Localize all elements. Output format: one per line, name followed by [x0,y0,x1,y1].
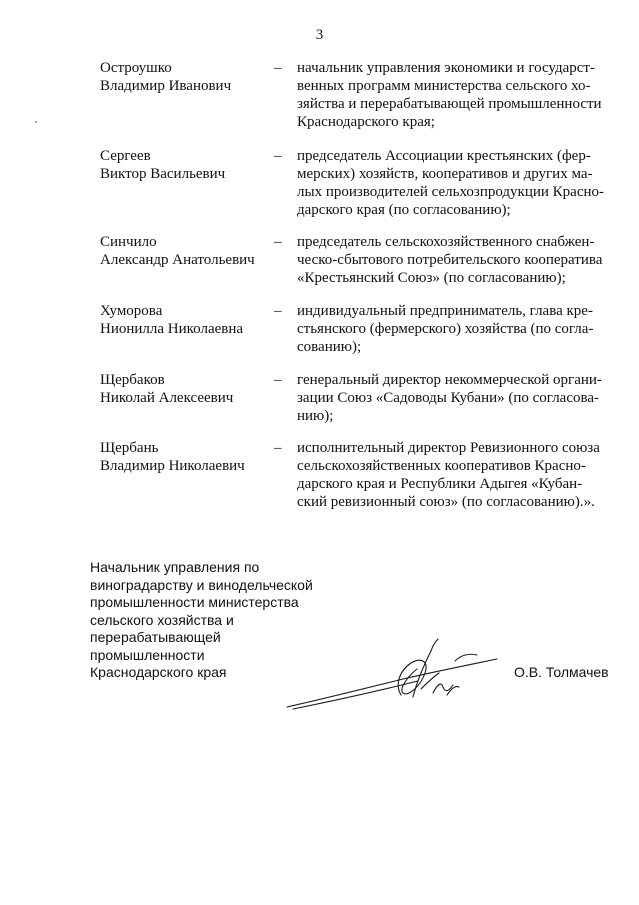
signatory-title-line: Краснодарского края [90,664,227,680]
member-position [297,233,606,287]
position-line: лых производителей сельхозпродукции Красно- [297,184,605,200]
member-position [297,147,606,219]
position-line: начальник управления экономики и государст- [297,60,595,76]
member-surname: Щербаков [100,372,165,388]
position-line: сельскохозяйственных кооперативов Красно- [297,458,586,474]
signature-stroke [447,686,459,695]
member-surname: Щербань [100,440,159,456]
signatory-title-line: промышленности [90,646,205,663]
signatory-title-line: промышленности министерства [90,594,299,610]
signatory-title-line: виноградарству и винодельческой [90,576,313,593]
signatory-title-line: Начальник управления по [90,559,260,575]
position-line: дарского края (по согласованию); [297,202,511,218]
member-name [100,302,275,338]
page-number: 3 [315,27,324,43]
member-surname: Синчило [100,234,157,250]
entry-dash: – [274,303,282,319]
entry-dash: – [274,60,282,76]
member-position [297,302,606,356]
position-line: Краснодарского края; [297,114,435,130]
signature-stroke [455,654,477,661]
member-name [100,371,275,407]
position-line: председатель сельскохозяйственного снабжен- [297,234,595,250]
position-line: нию); [297,408,334,424]
member-given-names: Александр Анатольевич [100,252,255,268]
scan-speck [35,121,37,123]
member-given-names: Владимир Иванович [100,78,232,94]
entry-dash: – [274,234,282,250]
position-line: зяйства и перерабатывающей промышленности [297,96,602,112]
member-position [297,371,606,425]
signatory-title-line: сельского хозяйства и [90,611,234,628]
member-name [100,439,275,475]
signatory-name: О.В. Толмачев [514,664,609,680]
position-line: индивидуальный предприниматель, глава кре- [297,303,593,319]
position-line: дарского края и Республики Адыгея «Кубан- [297,476,583,492]
position-line: генеральный директор некоммерческой органи- [297,372,602,388]
member-given-names: Нионилла Николаевна [100,321,244,337]
position-line: мерских) хозяйств, кооперативов и других ма- [297,166,593,182]
position-line: сованию); [297,339,362,355]
member-name [100,147,275,183]
member-surname: Остроушко [100,60,172,76]
position-line: ский ревизионный союз» (по согласованию).». [297,494,595,510]
position-line: «Крестьянский Союз» (по согласованию); [297,270,566,286]
entry-dash: – [274,440,282,456]
signature-stroke [413,639,438,697]
entry-dash: – [274,372,282,388]
position-line: председатель Ассоциации крестьянских (фер- [297,148,591,164]
position-line: ческо-сбытового потребительского кооператива [297,252,603,268]
member-given-names: Владимир Николаевич [100,458,245,474]
signature-stroke [287,659,497,707]
member-given-names: Николай Алексеевич [100,390,234,406]
member-name [100,233,275,269]
member-name [100,59,275,95]
position-line: исполнительный директор Ревизионного союза [297,440,600,456]
member-surname: Хуморова [100,303,163,319]
entry-dash: – [274,148,282,164]
signature-stroke [293,681,418,709]
member-position [297,59,606,131]
signature-stroke [398,660,426,695]
position-line: зации Союз «Садоводы Кубани» (по согласова- [297,390,600,406]
member-given-names: Виктор Васильевич [100,166,226,182]
signatory-title-line: перерабатывающей [90,629,221,645]
member-surname: Сергеев [100,148,151,164]
member-position [297,439,606,511]
position-line: стьянского (фермерского) хозяйства (по согла- [297,321,594,337]
position-line: венных программ министерства сельского хо- [297,78,591,94]
handwritten-signature [283,637,503,717]
